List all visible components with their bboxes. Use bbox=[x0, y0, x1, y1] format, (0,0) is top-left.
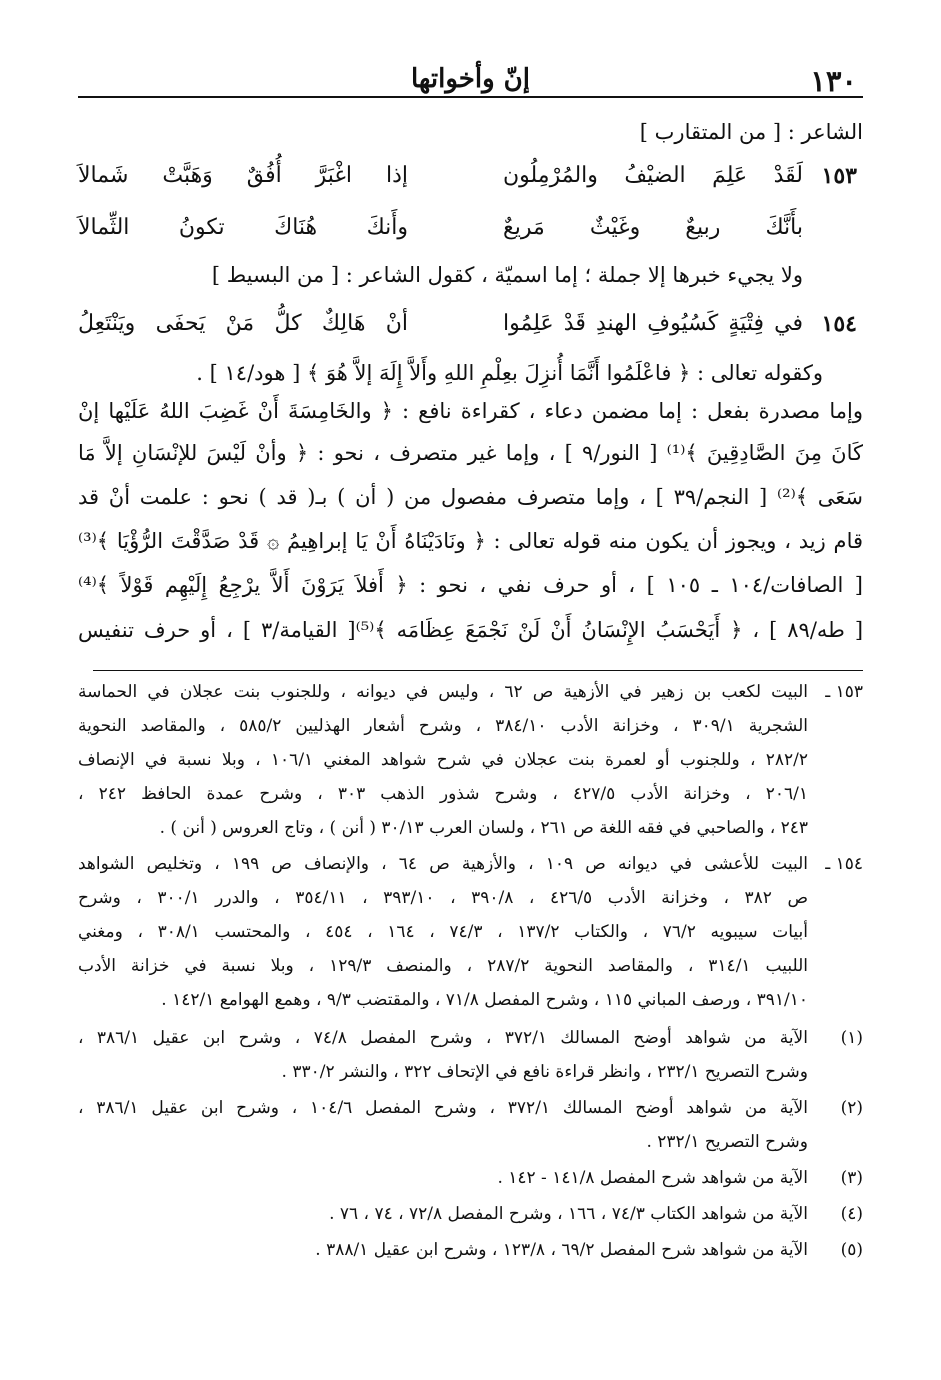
footnote-2 bbox=[78, 1098, 863, 1130]
text-line: قام زيد ، ويجوز أن يكون منه قوله تعالى : ﴿ ونَادَيْنَاهُ أَنْ يَا إبراهِيمُ ۞ قَدْ صَدَّقْتَ الرُّؤْيَا ﴾⁽³⁾ bbox=[78, 529, 863, 553]
footnote-text: البيت للأعشى في ديوانه ص ١٠٩ ، والأزهية ص ٦٤ ، والإنصاف ص ١٩٩ ، وتخليص الشواهد bbox=[78, 854, 808, 874]
header-rule bbox=[78, 96, 863, 98]
footnote-label: (٢) bbox=[840, 1098, 863, 1118]
footnote-text: أبيات سيبويه ٧٦/٢ ، والكتاب ١٣٧/٢ ، ٧٤/٣ ، ١٦٤ ، ٤٥٤ ، والمحتسب ٣٠٨/١ ، ومغني bbox=[78, 922, 809, 942]
footnote-text: الآية من شواهد شرح المفصل ٦٩/٢ ، ١٢٣/٨ ، وشرح ابن عقيل ٣٨٨/١ . bbox=[315, 1240, 808, 1260]
footnote-label: ١٥٣ ـ bbox=[825, 682, 863, 702]
text-line: الشاعر : [ من المتقارب ] bbox=[639, 120, 863, 144]
footnote-line bbox=[78, 1132, 863, 1164]
footnote-text: الآية من شواهد شرح المفصل ١٤١/٨ - ١٤٢ . bbox=[497, 1168, 808, 1188]
footnote-153 bbox=[78, 682, 863, 714]
footnote-text: اللبيب ٣١٤/١ ، والمقاصد النحوية ٢٨٧/٢ ، والمنصف ١٢٩/٣ ، وبلا نسبة في خزانة الأدب bbox=[78, 956, 808, 976]
text-line: كَانَ مِنَ الصَّادِقِينَ ﴾⁽¹⁾ [ النور/٩ ] ، وإما غير متصرف ، نحو : ﴿ وأنْ لَيْسَ للإنْسَانِ إلاَّ مَا bbox=[78, 441, 863, 465]
verse-153 bbox=[78, 163, 863, 203]
footnote-label: (٤) bbox=[840, 1204, 863, 1224]
footnote-text: وشرح التصريح ٢٣٢/١ . bbox=[646, 1132, 808, 1152]
page-number: ١٣٠ bbox=[810, 64, 857, 98]
footnote-line bbox=[78, 784, 863, 816]
footnote-line bbox=[78, 1062, 863, 1094]
verse-sadr: لَقَدْ عَلِمَ الضيْفُ والمُرْمِلُون bbox=[503, 163, 803, 188]
verse-sadr: بأَنَّكَ ربيعٌ وغَيْثٌ مَريعٌ bbox=[503, 215, 803, 240]
verse-number: ١٥٣ bbox=[821, 163, 857, 189]
footnote-line bbox=[78, 888, 863, 920]
footnote-text: ٢٨٢/٢ ، وللجنوب أو لعمرة بنت عجلان في شرح شواهد المغني ١٠٦/١ ، وبلا نسبة في الإنصاف bbox=[78, 750, 808, 770]
footnote-line bbox=[78, 956, 863, 988]
text-line: [ طه/٨٩ ] ، ﴿ أَيَحْسَبُ الإِنْسَانُ أَنْ لَنْ نَجْمَعَ عِظَامَه ﴾⁽⁵⁾[ القيامة/٣ ] ، أو حرف تنفيس bbox=[78, 618, 864, 642]
footnote-5 bbox=[78, 1240, 863, 1272]
footnote-3 bbox=[78, 1168, 863, 1200]
footnote-label: (٥) bbox=[840, 1240, 863, 1260]
footnote-1 bbox=[78, 1028, 863, 1060]
verse-sadr: في فِتْيَةٍ كَسُيُوفِ الهندِ قَدْ عَلِمُوا bbox=[503, 311, 803, 336]
footnote-text: الشجرية ٣٠٩/١ ، وخزانة الأدب ٣٨٤/١٠ ، وشرح أشعار الهذليين ٥٨٥/٢ ، والمقاصد النحوية bbox=[78, 716, 809, 736]
text-line: [ الصافات/١٠٤ ـ ١٠٥ ] ، أو حرف نفي ، نحو : ﴿ أَفلاَ يَرَوْنَ أَلاَّ يرْجِعُ إِلَيْهِم قَوْلاً ﴾⁽⁴⁾ bbox=[78, 573, 863, 597]
verse-153-second bbox=[78, 215, 863, 255]
text-line: ولا يجيء خبرها إلا جملة ؛ إما اسميّة ، كقول الشاعر : [ من البسيط ] bbox=[211, 263, 803, 287]
footnote-154 bbox=[78, 854, 863, 886]
footnote-line bbox=[78, 750, 863, 782]
footnote-separator bbox=[93, 670, 863, 671]
verse-ajz: وأَنكَ هُنَاكَ تكونُ الثِّمالاَ bbox=[78, 215, 408, 240]
text-line: سَعَى ﴾⁽²⁾ [ النجم/٣٩ ] ، وإما متصرف مفصول من ( أن ) بـ( قد ) نحو : علمت أنْ قد bbox=[78, 485, 863, 509]
text-line: وكقوله تعالى : ﴿ فاعْلَمُوا أَنَّمَا أُنزِلَ بعِلْمِ اللهِ وأَلاَّ إِلَهَ إلاَّ هُوَ ﴾ [ هود/١٤ ] . bbox=[196, 361, 823, 385]
footnote-line bbox=[78, 716, 863, 748]
footnote-label: (٣) bbox=[840, 1168, 863, 1188]
footnote-text: ٣٩١/١٠ ، ورصف المباني ١١٥ ، وشرح المفصل ٧١/٨ ، والمقتضب ٩/٣ ، وهمع الهوامع ١٤٢/١ . bbox=[161, 990, 808, 1010]
footnote-label: (١) bbox=[840, 1028, 863, 1048]
footnote-4 bbox=[78, 1204, 863, 1236]
verse-number: ١٥٤ bbox=[821, 311, 857, 337]
text-line: وإما مصدرة بفعل : إما مضمن دعاء ، كقراءة نافع : ﴿ والخَامِسَةَ أَنْ غَضِبَ اللهُ عَلَيْها إنْ bbox=[78, 399, 863, 423]
footnote-text: ٢٠٦/١ ، وخزانة الأدب ٤٢٧/٥ ، وشرح شذور الذهب ٣٠٣ ، وشرح عمدة الحافظ ٢٤٢ ، bbox=[78, 784, 809, 804]
page-header bbox=[78, 58, 863, 98]
verse-ajz: أنْ هَالِكٌ كلُّ مَنْ يَحفَى ويَنْتَعِلُ bbox=[78, 311, 408, 336]
footnote-line bbox=[78, 922, 863, 954]
footnote-text: وشرح التصريح ٢٣٢/١ ، وانظر قراءة نافع في الإتحاف ٣٢٢ ، والنشر ٣٣٠/٢ . bbox=[281, 1062, 808, 1082]
running-title: إنّ وأخواتها bbox=[410, 64, 531, 94]
verse-ajz: إذا اغْبَرَّ أُفُقٌ وَهَبَّتْ شَمالاَ bbox=[78, 163, 408, 188]
footnote-text: الآية من شواهد أوضح المسالك ٣٧٢/١ ، وشرح المفصل ١٠٤/٦ ، وشرح ابن عقيل ٣٨٦/١ ، bbox=[78, 1098, 808, 1118]
footnote-text: الآية من شواهد أوضح المسالك ٣٧٢/١ ، وشرح المفصل ٧٤/٨ ، وشرح ابن عقيل ٣٨٦/١ ، bbox=[78, 1028, 808, 1048]
footnote-line bbox=[78, 990, 863, 1022]
verse-154 bbox=[78, 311, 863, 351]
footnote-label: ١٥٤ ـ bbox=[825, 854, 863, 874]
footnote-text: البيت لكعب بن زهير في الأزهية ص ٦٢ ، وليس في ديوانه ، وللجنوب بنت عجلان في الحماسة bbox=[78, 682, 809, 702]
footnote-line bbox=[78, 818, 863, 850]
footnote-text: ص ٣٨٢ ، وخزانة الأدب ٤٢٦/٥ ، ٣٩٠/٨ ، ٣٩٣/١٠ ، ٣٥٤/١١ ، والدرر ٣٠٠/١ ، وشرح bbox=[78, 888, 808, 908]
footnote-text: ٢٤٣ ، والصاحبي في فقه اللغة ص ٢٦١ ، ولسان العرب ٣٠/١٣ ( أنن ) ، وتاج العروس ( أنن ) . bbox=[159, 818, 808, 838]
footnote-text: الآية من شواهد الكتاب ٧٤/٣ ، ١٦٦ ، وشرح المفصل ٧٢/٨ ، ٧٤ ، ٧٦ . bbox=[329, 1204, 808, 1224]
